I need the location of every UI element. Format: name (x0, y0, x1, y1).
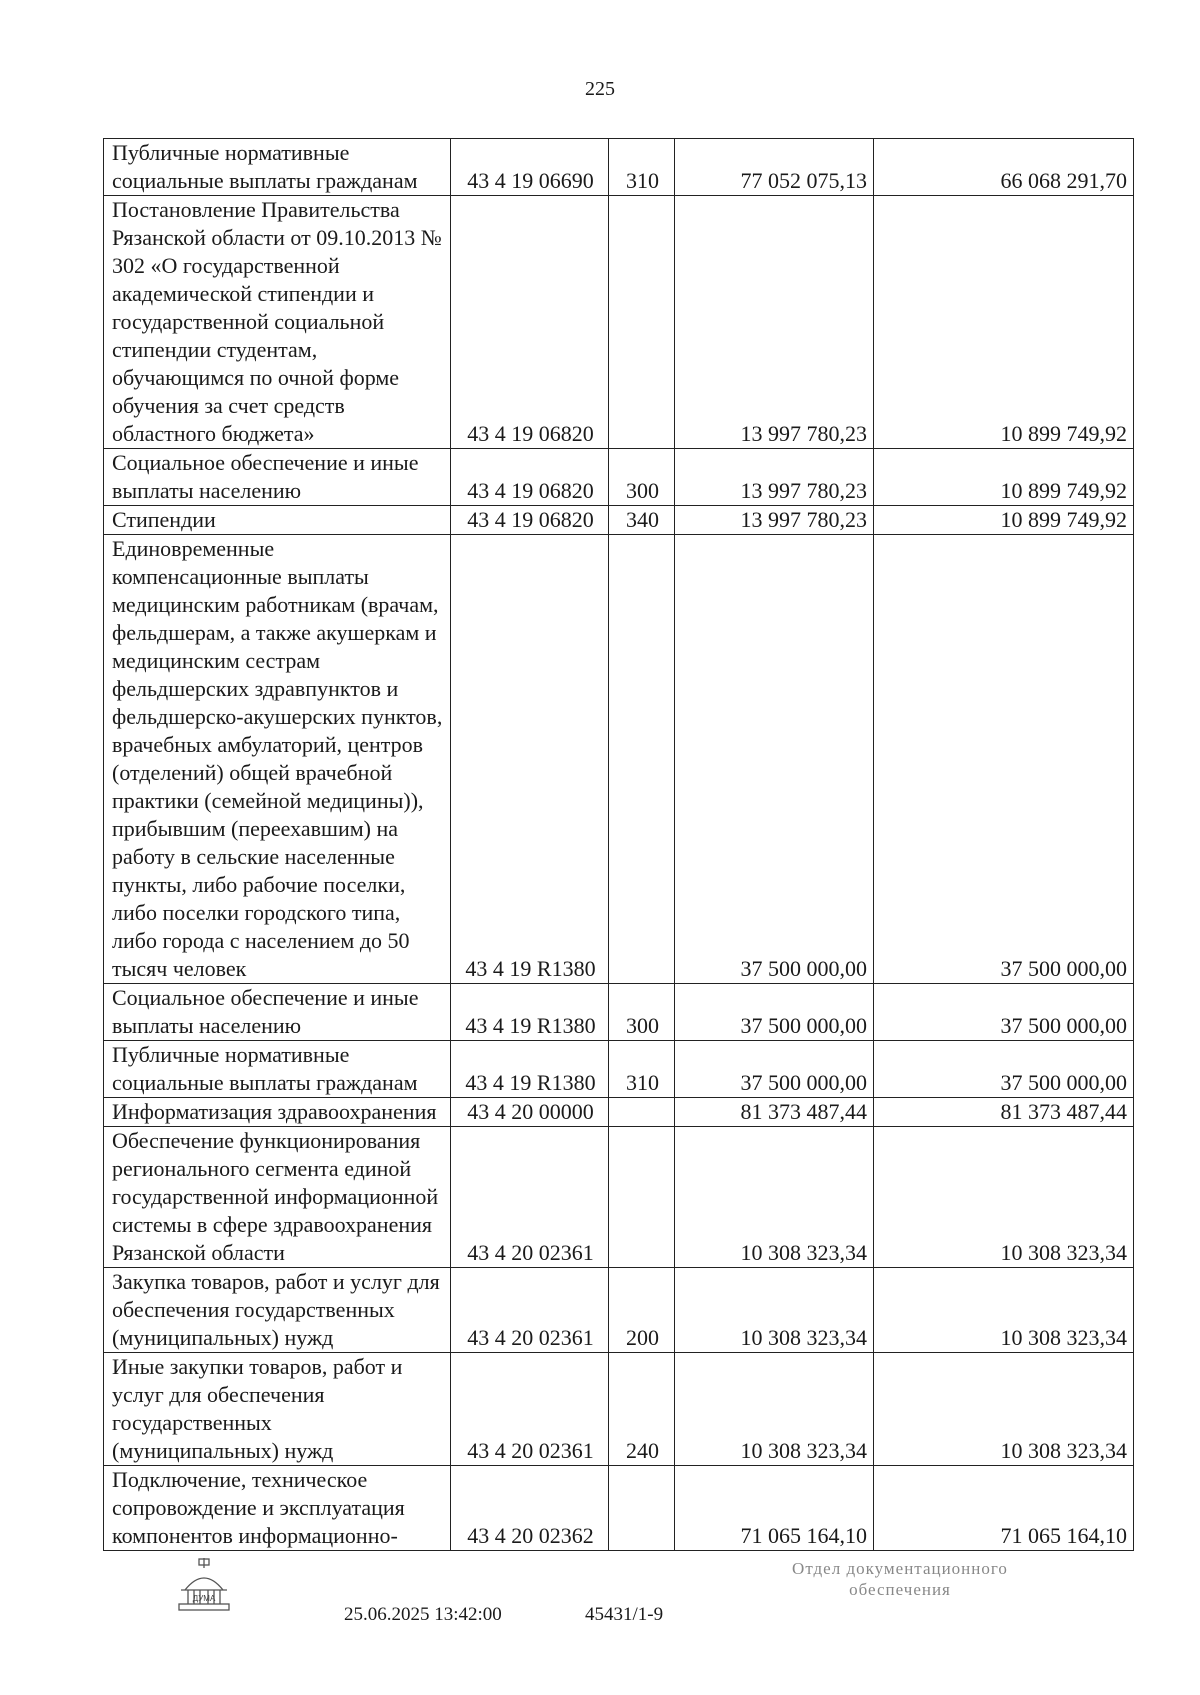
row-vr (609, 1127, 675, 1268)
footer-reg-number: 45431/1-9 (585, 1604, 664, 1625)
footer-datetime: 25.06.2025 13:42:00 (344, 1604, 502, 1625)
row-amount-1: 37 500 000,00 (675, 535, 874, 984)
page-number: 225 (585, 78, 615, 100)
row-amount-1: 77 052 075,13 (675, 139, 874, 196)
row-amount-2: 10 899 749,92 (874, 196, 1134, 449)
row-vr (609, 535, 675, 984)
duma-logo-icon (175, 1556, 233, 1614)
row-amount-2: 37 500 000,00 (874, 984, 1134, 1041)
table-row (104, 506, 1134, 535)
row-amount-1: 37 500 000,00 (675, 1041, 874, 1098)
table-row (104, 139, 1134, 196)
row-name: Социальное обеспечение и иные выплаты населению (104, 449, 451, 506)
row-amount-2: 10 899 749,92 (874, 449, 1134, 506)
row-code: 43 4 20 00000 (451, 1098, 609, 1127)
row-amount-1: 13 997 780,23 (675, 196, 874, 449)
row-name: Иные закупки товаров, работ и услуг для обеспечения государственных (муниципальных) нужд (104, 1353, 451, 1466)
row-amount-2: 66 068 291,70 (874, 139, 1134, 196)
row-vr: 310 (609, 1041, 675, 1098)
row-name: Закупка товаров, работ и услуг для обеспечения государственных (муниципальных) нужд (104, 1268, 451, 1353)
row-amount-2: 71 065 164,10 (874, 1466, 1134, 1551)
table-row (104, 449, 1134, 506)
table-row (104, 1268, 1134, 1353)
row-amount-1: 10 308 323,34 (675, 1127, 874, 1268)
table-row (104, 1041, 1134, 1098)
row-code: 43 4 19 R1380 (451, 1041, 609, 1098)
budget-table (103, 138, 1134, 1551)
row-name: Информатизация здравоохранения (104, 1098, 451, 1127)
logo-text: ДУМА (192, 1594, 216, 1603)
table-row (104, 535, 1134, 984)
row-vr: 240 (609, 1353, 675, 1466)
row-code: 43 4 19 06820 (451, 196, 609, 449)
row-vr (609, 1466, 675, 1551)
row-name: Публичные нормативные социальные выплаты гражданам (104, 1041, 451, 1098)
row-amount-1: 13 997 780,23 (675, 449, 874, 506)
row-amount-1: 71 065 164,10 (675, 1466, 874, 1551)
row-vr (609, 1098, 675, 1127)
row-amount-1: 81 373 487,44 (675, 1098, 874, 1127)
table-row (104, 1466, 1134, 1551)
row-amount-1: 13 997 780,23 (675, 506, 874, 535)
row-code: 43 4 20 02361 (451, 1127, 609, 1268)
row-amount-1: 10 308 323,34 (675, 1353, 874, 1466)
row-code: 43 4 20 02361 (451, 1353, 609, 1466)
table-row (104, 1353, 1134, 1466)
row-amount-2: 37 500 000,00 (874, 1041, 1134, 1098)
row-amount-2: 10 308 323,34 (874, 1353, 1134, 1466)
stamp-line-1: Отдел документационного (792, 1559, 1008, 1578)
row-code: 43 4 19 R1380 (451, 984, 609, 1041)
budget-table-body (104, 139, 1134, 1551)
row-amount-1: 37 500 000,00 (675, 984, 874, 1041)
row-name: Единовременные компенсационные выплаты медицинским работникам (врачам, фельдшерам, а также акушеркам и медицинским сестрам фельдшерских здравпунктов и фельдшерско-акушерских пунктов, врачебных амбулаторий, центров (отделений) общей врачебной практики (семейной медицины)), прибывшим (переехавшим) на работу в сельские населенные пункты, либо рабочие поселки, либо поселки городского типа, либо города с населением до 50 тысяч человек (104, 535, 451, 984)
row-amount-2: 37 500 000,00 (874, 535, 1134, 984)
row-amount-2: 10 308 323,34 (874, 1127, 1134, 1268)
row-name: Подключение, техническое сопровождение и эксплуатация компонентов информационно- (104, 1466, 451, 1551)
stamp-line-2: обеспечения (849, 1580, 951, 1599)
row-code: 43 4 19 R1380 (451, 535, 609, 984)
row-amount-2: 10 899 749,92 (874, 506, 1134, 535)
row-code: 43 4 19 06820 (451, 449, 609, 506)
table-row (104, 984, 1134, 1041)
row-vr: 300 (609, 449, 675, 506)
row-vr: 310 (609, 139, 675, 196)
row-code: 43 4 19 06820 (451, 506, 609, 535)
table-row (104, 1098, 1134, 1127)
row-vr: 300 (609, 984, 675, 1041)
table-row (104, 1127, 1134, 1268)
table-row (104, 196, 1134, 449)
row-name: Стипендии (104, 506, 451, 535)
row-name: Постановление Правительства Рязанской области от 09.10.2013 № 302 «О государственной академической стипендии и государственной социальной стипендии студентам, обучающимся по очной форме обучения за счет средств областного бюджета» (104, 196, 451, 449)
row-amount-2: 81 373 487,44 (874, 1098, 1134, 1127)
row-code: 43 4 19 06690 (451, 139, 609, 196)
row-vr (609, 196, 675, 449)
row-name: Обеспечение функционирования регионального сегмента единой государственной информационной системы в сфере здравоохранения Рязанской области (104, 1127, 451, 1268)
row-name: Социальное обеспечение и иные выплаты населению (104, 984, 451, 1041)
department-stamp (700, 1558, 1100, 1600)
row-amount-2: 10 308 323,34 (874, 1268, 1134, 1353)
row-code: 43 4 20 02361 (451, 1268, 609, 1353)
row-vr: 200 (609, 1268, 675, 1353)
row-code: 43 4 20 02362 (451, 1466, 609, 1551)
row-amount-1: 10 308 323,34 (675, 1268, 874, 1353)
row-vr: 340 (609, 506, 675, 535)
row-name: Публичные нормативные социальные выплаты гражданам (104, 139, 451, 196)
